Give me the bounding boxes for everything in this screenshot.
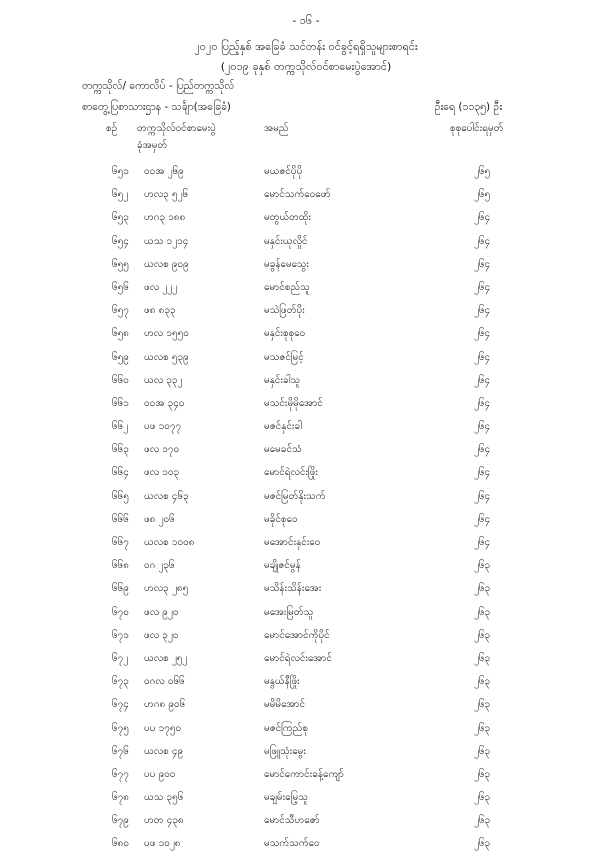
- column-header-no: စဉ်: [106, 123, 118, 134]
- row-exam-id: ဟလ၃ ၅၂၆: [144, 189, 189, 201]
- row-name: မခွန်မေသွေး: [264, 258, 309, 270]
- table-row: [0, 581, 612, 604]
- result-table: [0, 164, 612, 860]
- column-header-name: အမည်: [264, 123, 289, 134]
- table-row: [0, 836, 612, 859]
- row-number: ၆၅၄: [112, 235, 129, 247]
- row-marks: ၂၆၄: [474, 212, 491, 224]
- row-marks: ၂၆၃: [474, 676, 491, 688]
- row-name: မောင်သီဟဇော်: [264, 815, 320, 827]
- row-number: ၆၇၄: [112, 699, 129, 711]
- row-name: မချိုဇင်မွန်: [264, 560, 301, 572]
- row-exam-id: ဖ၈ ၂၀၆: [144, 513, 175, 525]
- table-row: [0, 744, 612, 767]
- table-row: [0, 651, 612, 674]
- row-name: မအေးမြတ်သူ: [264, 606, 314, 618]
- row-name: မနှင်းယုလှိုင်: [264, 235, 308, 247]
- row-exam-id: ဖလ ၉၂၀: [144, 606, 179, 618]
- row-marks: ၂၆၃: [474, 722, 491, 734]
- total-count-label: ဦးရေ (၁၁၃၅) ဦး: [434, 101, 502, 113]
- row-marks: ၂၆၄: [474, 258, 491, 270]
- row-name: မယဇင်ပိုပို: [264, 166, 303, 177]
- row-number: ၆၆၇: [112, 537, 129, 548]
- row-exam-id: ဟလ ၁၅၅၀: [144, 328, 189, 340]
- row-exam-id: ဟဂ၈ ၉၀၆: [144, 699, 186, 711]
- row-exam-id: ပပ ၁၇၅၀: [144, 722, 182, 734]
- row-exam-id: ပပ ၉၀၀: [144, 768, 176, 780]
- row-name: မဇင်နှင်းခါ: [264, 421, 302, 433]
- row-name: မဇင်ကြည်စု: [264, 722, 308, 734]
- table-row: [0, 790, 612, 813]
- document-subtitle: (၂၀၁၉ ခုနှစ် တက္ကသိုလ်ဝင်စာမေးပွဲအောင်): [220, 60, 392, 73]
- row-number: ၆၆၄: [112, 467, 129, 479]
- row-number: ၆၇၀: [112, 606, 129, 618]
- row-number: ၆၆၉: [112, 583, 129, 595]
- row-name: မချမ်းမြေ့သူ: [264, 792, 308, 804]
- table-row: [0, 257, 612, 280]
- row-marks: ၂၆၄: [474, 374, 491, 386]
- row-number: ၆၅၉: [112, 351, 129, 363]
- row-exam-id: ဖလ ၁၀၃: [144, 467, 180, 479]
- table-row: [0, 813, 612, 836]
- row-number: ၆၆၁: [112, 397, 129, 409]
- row-exam-id: ဖ၈ ၈၃၃: [144, 305, 176, 317]
- row-number: ၆၇၆: [112, 745, 129, 757]
- row-name: မနွယ်နီဖြိုး: [264, 676, 300, 688]
- table-row: [0, 187, 612, 210]
- row-marks: ၂၆၄: [474, 328, 491, 340]
- row-number: ၆၇၇: [112, 768, 129, 780]
- row-exam-id: ယလစ ၂၅၂: [144, 652, 188, 664]
- row-exam-id: ယသ ၃၅၆: [144, 792, 184, 804]
- row-marks: ၂၆၃: [474, 815, 491, 827]
- row-exam-id: ဝဝအ ၂၆၉: [144, 166, 184, 177]
- row-exam-id: ဖလ ၃၂၀: [144, 629, 179, 641]
- row-exam-id: ယသ ၁၂၁၄: [144, 235, 189, 247]
- row-marks: ၂၆၄: [474, 397, 491, 409]
- row-name: မနှင်းခါသူ: [264, 374, 300, 386]
- table-row: [0, 442, 612, 465]
- row-number: ၆၅၁: [112, 166, 129, 177]
- table-row: [0, 697, 612, 720]
- row-name: မမိမိအောင်: [264, 699, 306, 711]
- table-row: [0, 210, 612, 233]
- row-name: မသင်းမိုမိုအောင်: [264, 397, 323, 409]
- column-header-marks: စုစုပေါင်းရမှတ်: [450, 123, 504, 134]
- row-name: မောင်ရဲလင်းအောင်: [264, 652, 332, 664]
- table-row: [0, 303, 612, 326]
- row-marks: ၂၆၃: [474, 745, 491, 757]
- row-number: ၆၆၆: [112, 513, 129, 525]
- table-row: [0, 605, 612, 628]
- table-row: [0, 234, 612, 257]
- table-row: [0, 489, 612, 512]
- row-name: မောင်ကောင်းခန့်ကျော်: [264, 768, 344, 780]
- table-row: [0, 512, 612, 535]
- row-number: ၆၇၈: [112, 792, 129, 804]
- row-number: ၆၇၉: [112, 815, 129, 827]
- row-marks: ၂၆၃: [474, 792, 491, 804]
- table-row: [0, 164, 612, 187]
- row-marks: ၂၆၄: [474, 305, 491, 317]
- row-exam-id: ပဖ ၁၀၂၈: [144, 838, 181, 850]
- row-marks: ၂၆၄: [474, 281, 491, 293]
- row-marks: ၂၆၃: [474, 768, 491, 780]
- row-name: မောင်ရဲလင်းဖြိုး: [264, 467, 318, 479]
- row-name: မဖြူသုံးမွေး: [264, 745, 306, 757]
- row-exam-id: ယလစ ၉၀၉: [144, 258, 189, 270]
- row-name: မောင်သက်ဝေဖော်: [264, 189, 331, 201]
- table-row: [0, 721, 612, 744]
- row-marks: ၂၆၄: [474, 235, 491, 247]
- row-marks: ၂၆၃: [474, 652, 491, 664]
- row-name: မသက်သက်ဝေ: [264, 838, 320, 850]
- row-marks: ၂၆၃: [474, 606, 491, 618]
- row-number: ၆၆၃: [112, 444, 129, 456]
- row-name: မသဇင်မြင့်: [264, 351, 304, 363]
- table-row: [0, 558, 612, 581]
- table-row: [0, 350, 612, 373]
- row-number: ၆၇၂: [112, 652, 129, 664]
- table-row: [0, 373, 612, 396]
- table-row: [0, 535, 612, 558]
- row-exam-id: ပဖ ၁၀၇၇: [144, 421, 182, 433]
- row-marks: ၂၆၄: [474, 537, 491, 548]
- row-marks: ၂၆၄: [474, 444, 491, 456]
- row-name: မောင်အောင်ကိုပိုင်: [264, 629, 330, 641]
- table-row: [0, 280, 612, 303]
- row-exam-id: ဝဂလ ၀၆၆: [144, 676, 185, 688]
- row-marks: ၂၆၅: [474, 189, 491, 201]
- row-marks: ၂၆၃: [474, 838, 491, 850]
- row-number: ၆၆၅: [112, 490, 129, 502]
- row-name: မမေခင်သံ: [264, 444, 302, 456]
- row-exam-id: ဝဂ ၂၃၆: [144, 560, 175, 572]
- university-label: တက္ကသိုလ်/ ကောလိပ် - ပြည်တက္ကသိုလ်: [82, 80, 235, 92]
- column-header-id: တက္ကသိုလ်ဝင်စာမေးပွဲ: [137, 123, 216, 134]
- row-number: ၆၅၈: [112, 328, 129, 340]
- table-row: [0, 767, 612, 790]
- row-exam-id: ဟဂ၃ ၁၈၈: [144, 212, 186, 224]
- row-number: ၆၇၃: [112, 676, 129, 688]
- row-number: ၆၇၅: [112, 722, 129, 734]
- row-exam-id: ယလစ ၅၃၉: [144, 351, 189, 363]
- row-marks: ၂၆၄: [474, 513, 491, 525]
- row-name: မအောင်းနှင်းဝေ: [264, 537, 321, 548]
- row-number: ၆၅၇: [112, 305, 129, 317]
- row-name: မနှင်းစုစုဝေ: [264, 328, 306, 340]
- table-row: [0, 396, 612, 419]
- row-number: ၆၆၂: [112, 421, 129, 433]
- row-marks: ၂၆၅: [474, 166, 491, 177]
- row-marks: ၂၆၃: [474, 699, 491, 711]
- column-header-id-line2: ခုံအမှတ်: [137, 140, 168, 151]
- row-name: မတွယ်တထိုး: [264, 212, 312, 224]
- row-exam-id: ဝဝအ ၃၄၀: [144, 397, 185, 409]
- row-marks: ၂၆၄: [474, 490, 491, 502]
- department-label: စာတွေ့ပြစာသားဌာန - သင်္ချာ(အခြေခံ): [82, 101, 231, 113]
- row-exam-id: ဖလ ၂၂၂: [144, 281, 178, 293]
- row-name: မောင်စည်သူ: [264, 281, 310, 293]
- table-row: [0, 419, 612, 442]
- row-marks: ၂၆၃: [474, 560, 491, 572]
- row-number: ၆၅၅: [112, 258, 129, 270]
- table-row: [0, 674, 612, 697]
- table-row: [0, 326, 612, 349]
- row-exam-id: ဟလ၃ ၂၈၅: [144, 583, 189, 595]
- row-number: ၆၇၁: [112, 629, 129, 641]
- row-marks: ၂၆၄: [474, 421, 491, 433]
- table-row: [0, 465, 612, 488]
- row-exam-id: ယလစ ၁၀၀၈: [144, 537, 195, 548]
- row-marks: ၂၆၃: [474, 583, 491, 595]
- document-title: ၂၀၂၀ ပြည့်နှစ် အခြေခံ သင်တန်း ဝင်ခွင့်ရရှိသူများစာရင်း: [194, 40, 418, 53]
- row-number: ၆၈၀: [112, 838, 129, 850]
- row-marks: ၂၆၄: [474, 467, 491, 479]
- row-exam-id: ဟတ ၄၃၈: [144, 815, 184, 827]
- row-name: မသိန်းသိန်းအေး: [264, 583, 322, 595]
- row-exam-id: ယလစ ၄၉: [144, 745, 184, 757]
- row-number: ၆၆၈: [112, 560, 129, 572]
- row-marks: ၂၆၄: [474, 351, 491, 363]
- row-marks: ၂၆၃: [474, 629, 491, 641]
- row-name: မဇင်မြတ်နိုးသက်: [264, 490, 326, 502]
- table-row: [0, 628, 612, 651]
- row-number: ၆၅၃: [112, 212, 129, 224]
- row-number: ၆၅၆: [112, 281, 129, 293]
- page-number: - ၁၆ -: [292, 14, 320, 27]
- row-number: ၆၅၂: [112, 189, 129, 201]
- row-exam-id: ဖလ ၁၇၀: [144, 444, 180, 456]
- row-exam-id: ယလ ၃၃၂: [144, 374, 183, 386]
- row-name: မသဲဖြတ်ပိုး: [264, 305, 305, 317]
- row-name: မခိုင်စုဝေ: [264, 513, 298, 525]
- row-exam-id: ယလစ ၄၆၃: [144, 490, 189, 502]
- row-number: ၆၆၀: [112, 374, 129, 386]
